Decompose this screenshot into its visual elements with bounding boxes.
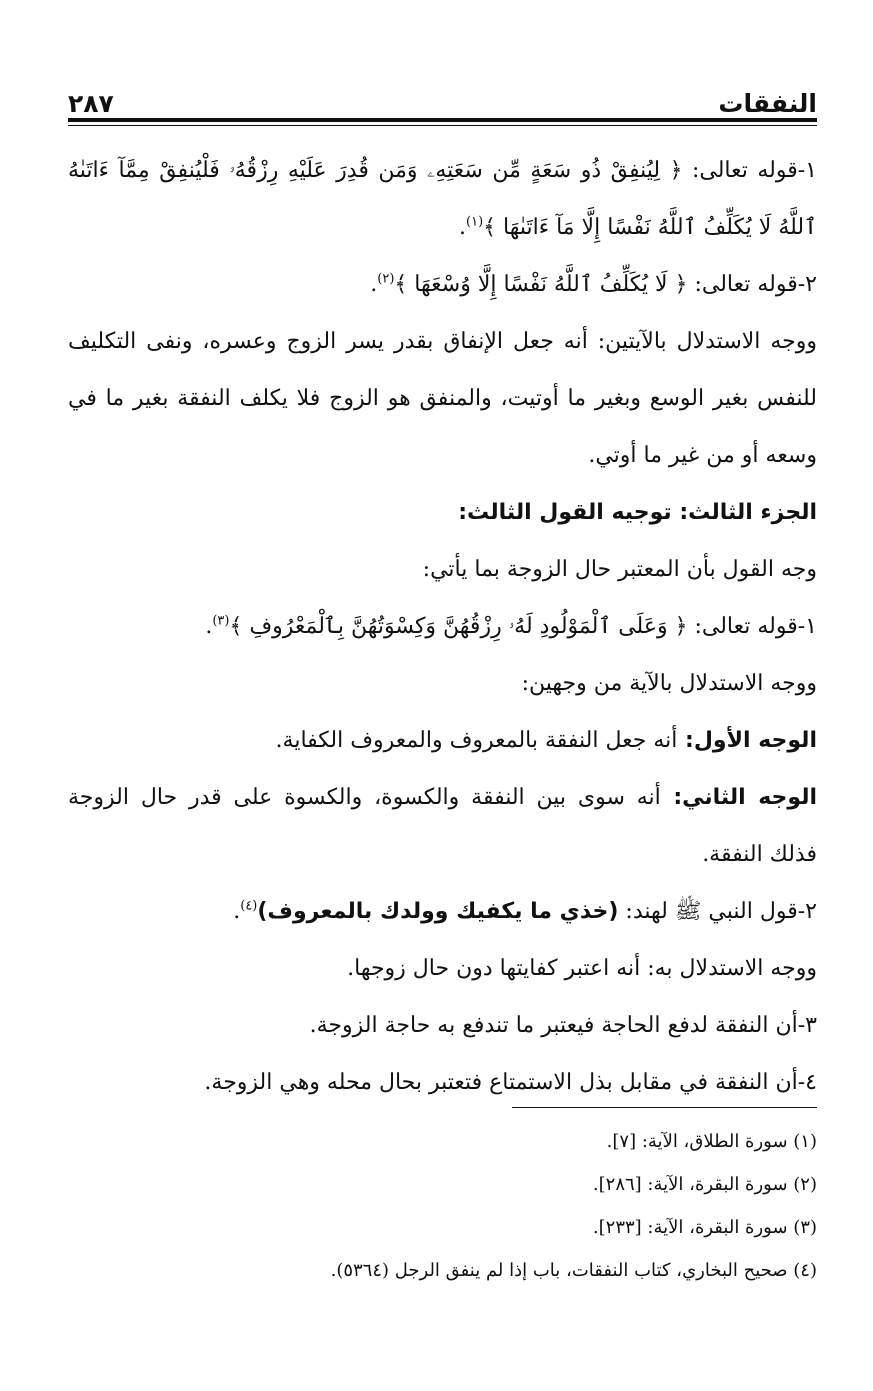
paragraph-verse-2: ٢-قوله تعالى: ﴿ لَا يُكَلِّفُ ٱللَّهُ نَفْسًا إِلَّا وُسْعَهَا ﴾$^{(٢)}$. <box>370 271 817 297</box>
paragraph-verse-1: ١-قوله تعالى: ﴿ لِيُنفِقْ ذُو سَعَةٍ مِّن سَعَتِهِۦ وَمَن قُدِرَ عَلَيْهِ رِزْقُهُۥ فَلْيُنفِقْ مِمَّآ ءَاتَىٰهُ ٱللَّهُ لَا يُكَلِّفُ ٱللَّهُ نَفْسًا إِلَّا مَآ ءَاتَىٰهَا ﴾$^{(١)}$. <box>68 158 817 240</box>
paragraph-point-3: ٣-أن النفقة لدفع الحاجة فيعتبر ما تندفع به حاجة الزوجة. <box>309 1013 817 1038</box>
footnote-item: (٢) سورة البقرة، الآية: [٢٨٦]. <box>592 1174 817 1195</box>
quran-verse: ﴿ لِيُنفِقْ ذُو سَعَةٍ مِّن سَعَتِهِۦ وَمَن قُدِرَ عَلَيْهِ رِزْقُهُۥ فَلْيُنفِقْ مِمَّآ ءَاتَىٰهُ ٱللَّهُ لَا يُكَلِّفُ ٱللَّهُ نَفْسًا إِلَّا مَآ ءَاتَىٰهَا ﴾ <box>68 158 817 240</box>
chapter-title: النفقات <box>718 89 817 118</box>
quran-verse: ﴿ وَعَلَى ٱلْمَوْلُودِ لَهُۥ رِزْقُهُنَّ وَكِسْوَتُهُنَّ بِٱلْمَعْرُوفِ ﴾ <box>229 614 688 639</box>
verse-intro: ١-قوله تعالى: <box>687 614 817 639</box>
hadith-text: (خذي ما يكفيك وولدك بالمعروف) <box>257 899 619 924</box>
footnote-separator <box>512 1107 817 1108</box>
paragraph-hadith: ٢-قول النبي ﷺ لهند: (خذي ما يكفيك وولدك بالمعروف)$^{(٤)}$. <box>233 898 817 924</box>
header-rule-thick <box>68 118 817 122</box>
footnote-ref: (١) <box>466 214 484 230</box>
footnote-item: (١) سورة الطلاق، الآية: [٧]. <box>606 1131 817 1152</box>
paragraph-aspect-1 <box>68 712 817 769</box>
verse-intro: ١-قوله تعالى: <box>682 158 817 183</box>
paragraph-hadith-inference: ووجه الاستدلال به: أنه اعتبر كفايتها دون حال زوجها. <box>347 956 817 981</box>
footnote-ref: (٣) <box>212 613 230 629</box>
page-number: ٢٨٧ <box>68 89 114 118</box>
hadith-intro: ٢-قول النبي ﷺ لهند: <box>618 899 817 924</box>
footnote-item: (٣) سورة البقرة، الآية: [٢٣٣]. <box>592 1217 817 1238</box>
aspect-text: أنه سوى بين النفقة والكسوة، والكسوة على قدر حال الزوجة فذلك النفقة. <box>68 785 817 867</box>
verse-intro: ٢-قوله تعالى: <box>687 272 817 297</box>
quran-verse: ﴿ لَا يُكَلِّفُ ٱللَّهُ نَفْسًا إِلَّا وُسْعَهَا ﴾ <box>394 272 688 297</box>
footnote-item: (٤) صحيح البخاري، كتاب النفقات، باب إذا لم ينفق الرجل (٥٣٦٤). <box>330 1260 817 1281</box>
footnotes <box>68 1120 817 1292</box>
paragraph-intro: وجه القول بأن المعتبر حال الزوجة بما يأتي: <box>422 557 817 582</box>
paragraph-verse-3: ١-قوله تعالى: ﴿ وَعَلَى ٱلْمَوْلُودِ لَهُۥ رِزْقُهُنَّ وَكِسْوَتُهُنَّ بِٱلْمَعْرُوفِ ﴾$^{(٣)}$. <box>205 613 817 639</box>
paragraph-aspect-2 <box>68 769 817 883</box>
paragraph-two-aspects: ووجه الاستدلال بالآية من وجهين: <box>521 671 817 696</box>
paragraph-point-4: ٤-أن النفقة في مقابل بذل الاستمتاع فتعتبر بحال محله وهي الزوجة. <box>204 1070 817 1095</box>
aspect-label: الوجه الأول: <box>677 728 817 753</box>
main-text <box>68 142 817 1111</box>
footnote-ref: (٢) <box>377 271 395 287</box>
aspect-text: أنه جعل النفقة بالمعروف والمعروف الكفاية. <box>275 728 678 753</box>
running-header <box>68 78 817 118</box>
paragraph-inference: ووجه الاستدلال بالآيتين: أنه جعل الإنفاق بقدر يسر الزوج وعسره، ونفى التكليف للنفس بغير الوسع وبغير ما أوتيت، والمنفق هو الزوج فلا يكلف النفقة بغير ما في وسعه أو من غير ما أوتي. <box>68 329 817 468</box>
header-rule-thin <box>68 125 817 126</box>
footnote-ref: (٤) <box>240 898 258 914</box>
aspect-label: الوجه الثاني: <box>660 785 817 810</box>
section-heading: الجزء الثالث: توجيه القول الثالث: <box>458 500 817 525</box>
